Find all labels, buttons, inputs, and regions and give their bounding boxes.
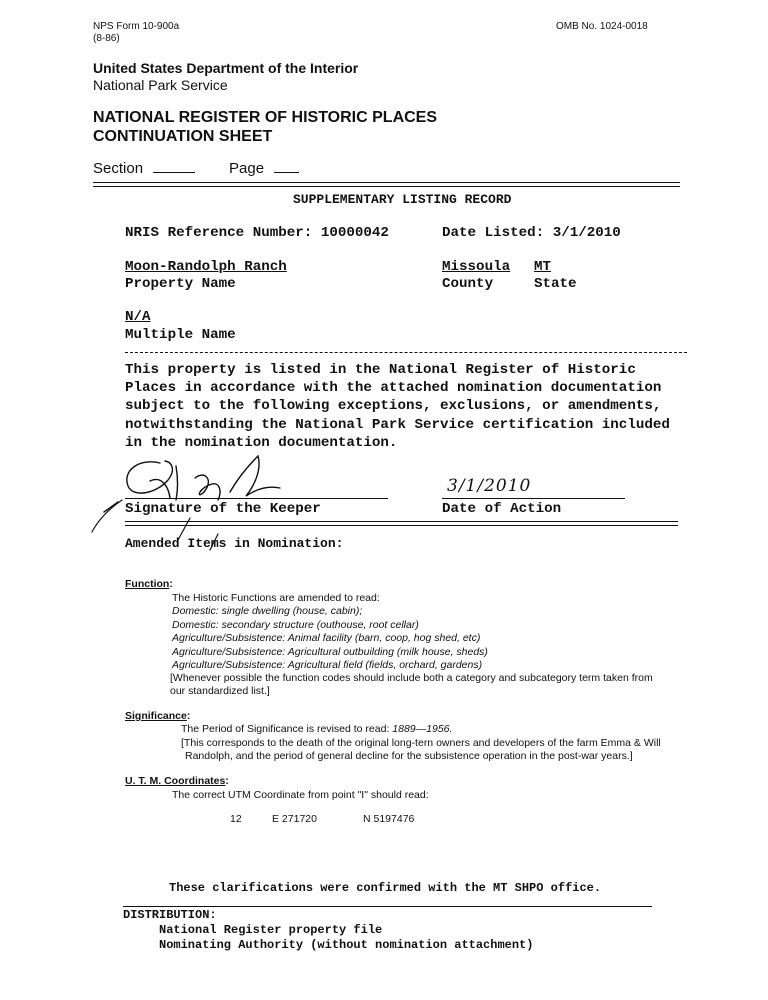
statement-line: This property is listed in the National Register of Historic [125, 362, 636, 378]
function-intro: The Historic Functions are amended to read: [172, 592, 380, 604]
property-name-label: Property Name [125, 276, 236, 292]
significance-note-line-2: Randolph, and the period of general decline for the subsistence operation in the post-war years.] [185, 750, 633, 762]
utm-heading-label: U. T. M. Coordinates [125, 775, 226, 787]
function-heading: Function: [125, 578, 173, 590]
county-value: Missoula [442, 259, 511, 275]
multiple-name-label: Multiple Name [125, 327, 236, 343]
function-note-line-2: our standardized list.] [170, 685, 270, 697]
signature-line [125, 498, 388, 499]
section-label: Section [93, 160, 144, 177]
form-date: (8-86) [93, 33, 120, 44]
double-rule-mid-a [125, 521, 678, 522]
state-label: State [534, 276, 577, 292]
utm-northing: N 5197476 [363, 813, 415, 825]
form-number: NPS Form 10-900a [93, 21, 180, 32]
utm-easting: E 271720 [272, 813, 317, 825]
state-value: MT [534, 259, 552, 275]
record-heading: SUPPLEMENTARY LISTING RECORD [293, 192, 512, 207]
function-heading-label: Function [125, 578, 170, 590]
significance-heading: Significance: [125, 710, 191, 722]
page-label: Page [229, 160, 265, 177]
distribution-label: DISTRIBUTION: [123, 908, 217, 922]
multiple-name-value: N/A [125, 309, 151, 325]
significance-text [181, 723, 452, 737]
utm-text: The correct UTM Coordinate from point "I" should read: [172, 789, 429, 801]
statement-line: in the nomination documentation. [125, 434, 398, 451]
statement-line: notwithstanding the National Park Service certification included [125, 416, 670, 433]
distribution-item: National Register property file [159, 923, 383, 937]
significance-heading-label: Significance [125, 710, 187, 722]
agency-name: National Park Service [93, 77, 228, 93]
date-of-action-line [442, 498, 625, 499]
property-name-value: Moon-Randolph Ranch [125, 259, 287, 275]
utm-heading: U. T. M. Coordinates: [125, 775, 229, 787]
date-of-action-label: Date of Action [442, 501, 562, 517]
signature-label: Signature of the Keeper [125, 501, 321, 517]
function-item: Agriculture/Subsistence: Animal facility (barn, coop, hog shed, etc) [172, 632, 481, 644]
significance-period: 1889—1956. [392, 723, 453, 735]
clarification-note: These clarifications were confirmed with the MT SHPO office. [169, 881, 602, 895]
function-item: Agriculture/Subsistence: Agricultural outbuilding (milk house, sheds) [172, 645, 488, 658]
significance-note-line-1: [This corresponds to the death of the original long-tern owners and developers of the farm Emma & Will [181, 737, 661, 749]
utm-zone: 12 [230, 813, 242, 825]
nris-value: 10000042 [320, 225, 389, 241]
date-listed-value: 3/1/2010 [552, 225, 621, 241]
amended-heading: Amended Items in Nomination: [125, 536, 344, 551]
department-name: United States Department of the Interior [93, 60, 359, 76]
function-list [172, 605, 488, 673]
date-listed-label: Date Listed: [442, 225, 545, 241]
function-note-line-1: [Whenever possible the function codes should include both a category and subcategory term taken from [170, 672, 653, 684]
form-subtitle: CONTINUATION SHEET [93, 128, 273, 145]
function-item: Domestic: single dwelling (house, cabin); [172, 605, 363, 617]
function-item: Domestic: secondary structure (outhouse, root cellar) [172, 618, 419, 631]
distribution-rule [123, 906, 652, 907]
form-title: NATIONAL REGISTER OF HISTORIC PLACES [93, 109, 438, 126]
county-label: County [442, 276, 494, 292]
double-rule-mid-b [125, 525, 678, 526]
significance-statement: The Period of Significance is revised to read: [181, 723, 390, 735]
nris-label: NRIS Reference Number: [125, 225, 313, 241]
function-item: Agriculture/Subsistence: Agricultural field (fields, orchard, gardens) [172, 659, 483, 671]
distribution-item: Nominating Authority (without nomination attachment) [159, 938, 534, 952]
omb-number: OMB No. 1024-0018 [556, 21, 648, 32]
statement-line: Places in accordance with the attached nomination documentation [125, 380, 662, 397]
statement-line: subject to the following exceptions, exclusions, or amendments, [125, 398, 662, 415]
date-of-action-handwritten: 3/1/2010 [447, 476, 532, 496]
